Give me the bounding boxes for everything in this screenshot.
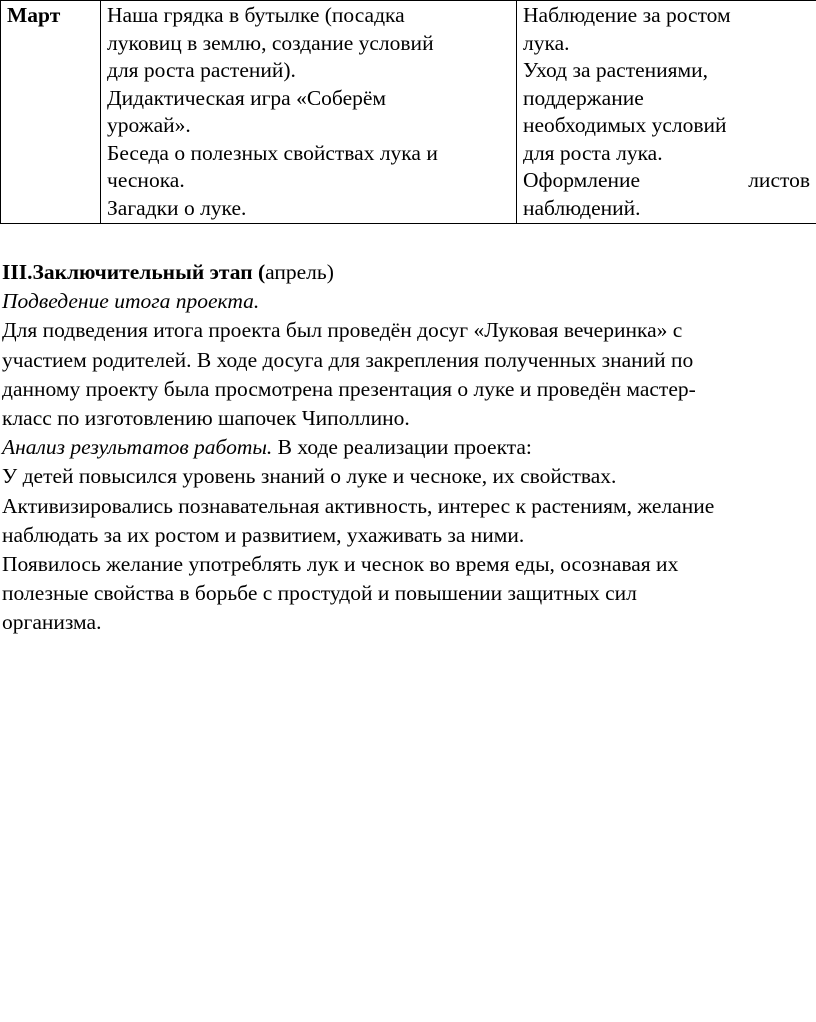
table-row xyxy=(1,1,816,224)
section-subtitle: Подведение итога проекта. xyxy=(2,289,260,314)
activity-line: для роста растений). xyxy=(107,58,296,82)
result-line: наблюдать за их ростом и развитием, ухаживать за ними. xyxy=(2,522,525,547)
activities-cell xyxy=(101,1,517,224)
section-heading-month: апрель) xyxy=(265,260,334,284)
project-plan-table xyxy=(0,0,816,224)
activity-line: Загадки о луке. xyxy=(107,195,247,220)
paragraph-line: участием родителей. В ходе досуга для закрепления полученных знаний по xyxy=(2,347,694,372)
activity-line: урожай». xyxy=(107,113,191,137)
result-line: Активизировались познавательная активность, интерес к растениям, желание xyxy=(2,493,715,518)
result-line: полезные свойства в борьбе с простудой и повышении защитных сил xyxy=(2,581,637,606)
observation-line: наблюдений. xyxy=(523,195,641,220)
paragraph-line: класс по изготовлению шапочек Чиполлино. xyxy=(2,406,410,431)
activity-line: Дидактическая игра «Соберём xyxy=(107,85,387,110)
analysis-heading xyxy=(2,433,812,462)
observation-line: поддержание xyxy=(523,85,644,110)
observation-line: необходимых условий xyxy=(523,113,727,137)
result-line: У детей повысился уровень знаний о луке и чесноке, их свойствах. xyxy=(2,464,617,489)
observation-line: Уход за растениями, xyxy=(523,58,709,82)
result-line: Появилось желание употреблять лук и чеснок во время еды, осознавая их xyxy=(2,552,679,577)
observation-line: лука. xyxy=(523,30,570,55)
section-heading-bold: III.Заключительный этап ( xyxy=(2,260,266,284)
activity-line: Наша грядка в бутылке (посадка xyxy=(107,3,405,27)
section-heading xyxy=(2,258,812,287)
observations-cell xyxy=(517,1,816,224)
month-cell: Март xyxy=(1,1,101,224)
analysis-heading-italic: Анализ результатов работы. xyxy=(2,435,273,460)
conclusion-section xyxy=(2,258,812,638)
activity-line: чеснока. xyxy=(107,168,185,192)
paragraph-line: Для подведения итога проекта был проведён досуг «Луковая вечеринка» с xyxy=(2,318,683,343)
activity-line: Беседа о полезных свойствах лука и xyxy=(107,140,438,165)
analysis-heading-rest: В ходе реализации проекта: xyxy=(272,435,532,460)
activity-line: луковиц в землю, создание условий xyxy=(107,30,434,55)
observation-line: для роста лука. xyxy=(523,140,663,165)
paragraph-line: данному проекту была просмотрена презентация о луке и проведён мастер- xyxy=(2,376,696,401)
result-line: организма. xyxy=(2,610,102,635)
observation-line: Наблюдение за ростом xyxy=(523,3,731,27)
observation-line: Оформление листов xyxy=(523,168,810,192)
